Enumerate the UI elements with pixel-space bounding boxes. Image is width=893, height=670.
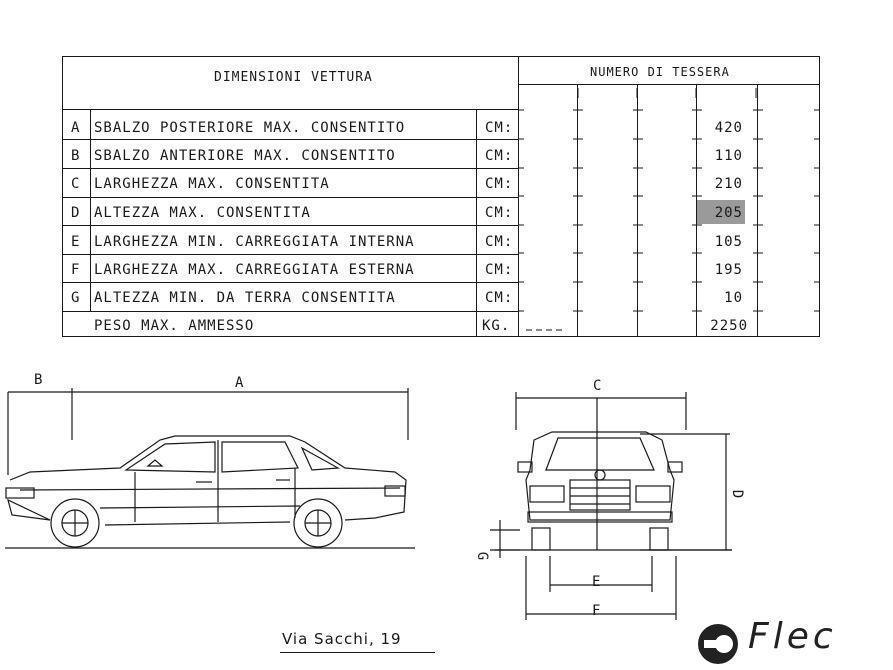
row-label: PESO MAX. AMMESSO xyxy=(94,318,255,334)
logo-text: Flec xyxy=(748,616,837,657)
row-value: 110 xyxy=(714,148,743,164)
dimension-label-a: A xyxy=(235,375,244,391)
row-unit: CM: xyxy=(485,205,514,221)
row-label: ALTEZZA MAX. CONSENTITA xyxy=(94,205,311,221)
dimension-label-b: B xyxy=(34,372,43,388)
row-unit: CM: xyxy=(485,176,514,192)
tessera-grid-ticks xyxy=(518,84,820,337)
row-label: SBALZO ANTERIORE MAX. CONSENTITO xyxy=(94,148,396,164)
car-side-view-diagram xyxy=(0,360,430,560)
row-value: 105 xyxy=(714,234,743,250)
row-value: 2250 xyxy=(710,318,748,334)
address-underline xyxy=(280,652,435,653)
row-label: SBALZO POSTERIORE MAX. CONSENTITO xyxy=(94,120,406,136)
dimension-label-d: D xyxy=(729,489,746,499)
row-unit: CM: xyxy=(485,234,514,250)
table-header-dimensions: DIMENSIONI VETTURA xyxy=(214,70,373,85)
table-header-tessera: NUMERO DI TESSERA xyxy=(590,65,730,79)
row-unit: CM: xyxy=(485,148,514,164)
row-value: 420 xyxy=(714,120,743,136)
address-text: Via Sacchi, 19 xyxy=(282,630,402,648)
row-unit: KG. xyxy=(482,318,511,334)
row-unit: CM: xyxy=(485,262,514,278)
logo-icon xyxy=(694,620,744,668)
dimension-label-e: E xyxy=(592,574,601,590)
row-letter: D xyxy=(71,205,81,221)
dimension-label-f: F xyxy=(592,603,601,619)
row-label: ALTEZZA MIN. DA TERRA CONSENTITA xyxy=(94,290,396,306)
dimension-label-c: C xyxy=(593,378,602,394)
row-letter: B xyxy=(71,148,81,164)
row-unit: CM: xyxy=(485,290,514,306)
row-label: LARGHEZZA MAX. CONSENTITA xyxy=(94,176,330,192)
row-letter: G xyxy=(71,290,81,306)
row-value: 210 xyxy=(714,176,743,192)
row-value: 10 xyxy=(724,290,743,306)
row-letter: F xyxy=(71,262,81,278)
row-letter: E xyxy=(71,234,81,250)
row-value: 205 xyxy=(714,205,743,221)
row-label: LARGHEZZA MIN. CARREGGIATA INTERNA xyxy=(94,234,415,250)
car-front-view-diagram xyxy=(470,380,740,620)
row-letter: C xyxy=(71,176,81,192)
row-label: LARGHEZZA MAX. CARREGGIATA ESTERNA xyxy=(94,262,415,278)
row-value: 195 xyxy=(714,262,743,278)
row-unit: CM: xyxy=(485,120,514,136)
dimension-label-g: G xyxy=(474,551,491,561)
row-letter: A xyxy=(71,120,81,136)
